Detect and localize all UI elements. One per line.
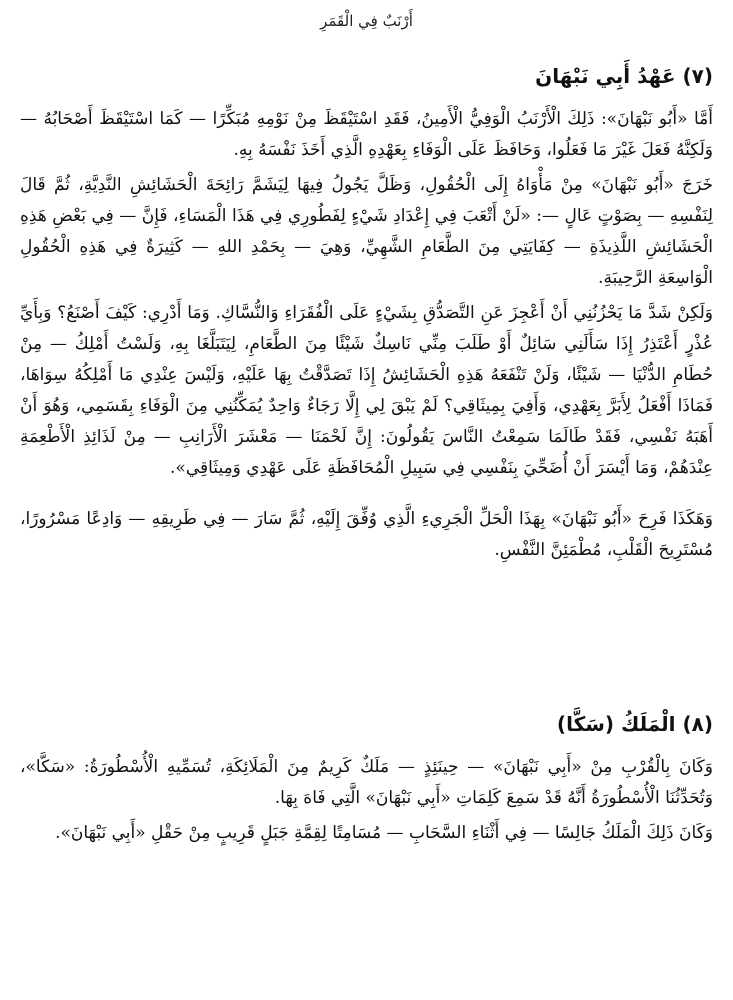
section-8 [20,710,713,849]
paragraph: أَمَّا «أَبُو نَبْهَانَ»: ذَلِكَ الْأَرْنَبُ الْوَفِيُّ الْأَمِينُ، فَقَدِ اسْتَيْقَظَ مِنْ نَوْمِهِ مُبَكِّرًا — كَمَا اسْتَيْقَظَ أَصْحَابُهُ — وَلَكِنَّهُ فَعَلَ غَيْرَ مَا فَعَلُوا، وَحَافَظَ عَلَى الْوَفَاءِ بِعَهْدِهِ الَّذِي أَخَذَ نَفْسَهُ بِهِ. [20,109,713,160]
paragraph: وَكَانَ بِالْقُرْبِ مِنْ «أَبِي نَبْهَانَ» — حِينَئِذٍ — مَلَكٌ كَرِيمٌ مِنَ الْمَلَائِكَةِ، تُسَمِّيهِ الْأُسْطُورَةُ: «سَكَّا»، وَتُحَدِّثُنَا الْأُسْطُورَةُ أَنَّهُ قَدْ سَمِعَ كَلِمَاتِ «أَبِي نَبْهَانَ» الَّتِي فَاهَ بِهَا. [20,757,713,808]
paragraph: وَكَانَ ذَلِكَ الْمَلَكُ جَالِسًا — فِي أَثْنَاءِ السَّحَابِ — مُسَامِتًا لِقِمَّةِ جَبَلٍ قَرِيبٍ مِنْ حَقْلِ «أَبِي نَبْهَانَ». [55,823,713,843]
paragraph: وَهَكَذَا فَرِحَ «أَبُو نَبْهَانَ» بِهَذَا الْحَلِّ الْجَرِيءِ الَّذِي وُفِّقَ إِلَيْهِ، ثُمَّ سَارَ — فِي طَرِيقِهِ — وَادِعًا مَسْرُورًا، مُسْتَرِيحَ الْقَلْبِ، مُطْمَئِنَّ النَّفْسِ. [20,509,713,560]
section-7 [20,62,713,566]
section-heading: (٧) عَهْدُ أَبِي نَبْهَانَ [535,64,713,88]
paragraph: خَرَجَ «أَبُو نَبْهَانَ» مِنْ مَأْوَاهُ إِلَى الْحُقُولِ، وَظَلَّ يَجُولُ فِيهَا لِيَشَمَّ رَائِحَةَ الْحَشَائِشِ النَّدِيَّةِ، ثُمَّ قَالَ لِنَفْسِهِ — بِصَوْتٍ عَالٍ —: «لَنْ أَتْعَبَ فِي إِعْدَادِ شَيْءٍ لِفَطُورِي فِي هَذَا الْمَسَاءِ، فَإِنَّ — فِي بَعْضِ هَذِهِ الْحَشَائِشِ اللَّذِيذَةِ — كِفَايَتِي مِنَ الطَّعَامِ الشَّهِيِّ، وَهِيَ — بِحَمْدِ اللهِ — كَثِيرَةٌ فِي هَذِهِ الْحُقُولِ الْوَاسِعَةِ الرَّحِيبَةِ. [20,175,713,288]
running-header: أَرْنَبٌ فِي الْقَمَرِ [320,12,413,30]
section-heading: (٨) الْمَلَكُ (سَكَّا) [556,712,713,736]
paragraph: وَلَكِنْ شَدَّ مَا يَحْزُنُنِي أَنْ أَعْجِزَ عَنِ التَّصَدُّقِ بِشَيْءٍ عَلَى الْفُقَرَاءِ وَالنُّسَّاكِ. وَمَا أَدْرِي: كَيْفَ أَصْنَعُ؟ وَبِأَيِّ عُذْرٍ أَعْتَذِرُ إِذَا سَأَلَنِي سَائِلٌ أَوْ طَلَبَ مِنِّي نَاسِكٌ شَيْئًا مِنَ الطَّعَامِ، لِيَتَبَلَّغَا بِهِ، وَلَسْتُ أَمْلِكُ — مِنْ حُطَامِ الدُّنْيَا — شَيْئًا، وَلَنْ تَنْفَعَهُ هَذِهِ الْحَشَائِشُ إِذَا تَصَدَّقْتُ بِهَا عَلَيْهِ، وَلَيْسَ عِنْدِي مَا أَمْلِكُهُ سِوَاهَا، فَمَاذَا أَفْعَلُ لِأَبَرَّ بِعَهْدِي، وَأَفِيَ بِمِيثَاقِي؟ لَمْ يَبْقَ لِي إِلَّا رَجَاءٌ وَاحِدٌ يُمَكِّنُنِي مِنَ الْوَفَاءِ بِقَسَمِي، وَهُوَ أَنْ أَهَبَهُ نَفْسِي، فَقَدْ طَالَمَا سَمِعْتُ النَّاسَ يَقُولُونَ: إِنَّ لَحْمَنَا — مَعْشَرَ الْأَرَانِبِ — مِنْ لَذَائِذِ الْأَطْعِمَةِ عِنْدَهُمْ، وَمَا أَيْسَرَ أَنْ أُضَحِّيَ بِنَفْسِي فِي سَبِيلِ الْمُحَافَظَةِ عَلَى عَهْدِي وَمِيثَاقِي». [20,303,713,478]
